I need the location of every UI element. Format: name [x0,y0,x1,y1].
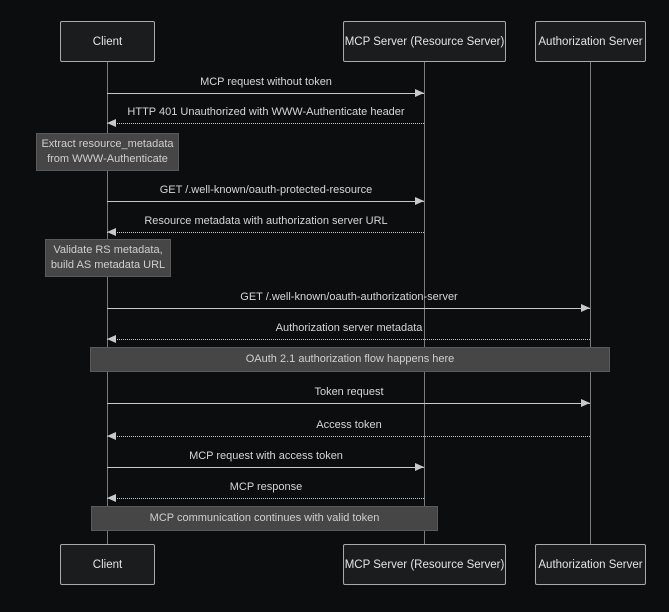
actor-mcp-server-top: MCP Server (Resource Server) [343,21,506,62]
message-arrow [107,123,424,124]
actor-authorization-server-top: Authorization Server [535,21,646,62]
message-arrow [107,308,590,309]
actor-client-top: Client [60,21,155,62]
note-extract-resource-metadata: Extract resource_metadata from WWW-Authenticate [36,133,179,171]
arrowhead-left-icon [107,432,116,440]
message-label: Token request [314,386,384,398]
message-arrow [107,467,424,468]
message-arrow [107,498,424,499]
message-label: MCP request without token [200,76,332,88]
arrowhead-right-icon [581,399,590,407]
message-arrow [107,93,424,94]
message-label: HTTP 401 Unauthorized with WWW-Authenticate header [127,106,405,118]
message-label: GET /.well-known/oauth-authorization-server [240,291,458,303]
arrowhead-right-icon [415,89,424,97]
note-mcp-communication: MCP communication continues with valid token [91,506,438,531]
message-label: Authorization server metadata [275,322,423,334]
note-validate-rs-metadata: Validate RS metadata, build AS metadata URL [45,239,171,277]
message-label: Resource metadata with authorization server URL [144,215,388,227]
message-arrow [107,339,590,340]
message-label: MCP request with access token [189,450,343,462]
lifeline-authorization-server [590,62,591,544]
arrowhead-left-icon [107,228,116,236]
arrowhead-right-icon [581,304,590,312]
actor-authorization-server-bottom: Authorization Server [535,544,646,585]
message-arrow [107,232,424,233]
arrowhead-left-icon [107,335,116,343]
arrowhead-right-icon [415,197,424,205]
message-arrow [107,403,590,404]
note-oauth-flow: OAuth 2.1 authorization flow happens here [90,347,610,372]
message-label: Access token [316,419,382,431]
arrowhead-left-icon [107,119,116,127]
message-label: GET /.well-known/oauth-protected-resource [159,184,373,196]
actor-client-bottom: Client [60,544,155,585]
message-arrow [107,201,424,202]
message-arrow [107,436,590,437]
message-label: MCP response [229,481,303,493]
actor-mcp-server-bottom: MCP Server (Resource Server) [343,544,506,585]
arrowhead-left-icon [107,494,116,502]
arrowhead-right-icon [415,463,424,471]
